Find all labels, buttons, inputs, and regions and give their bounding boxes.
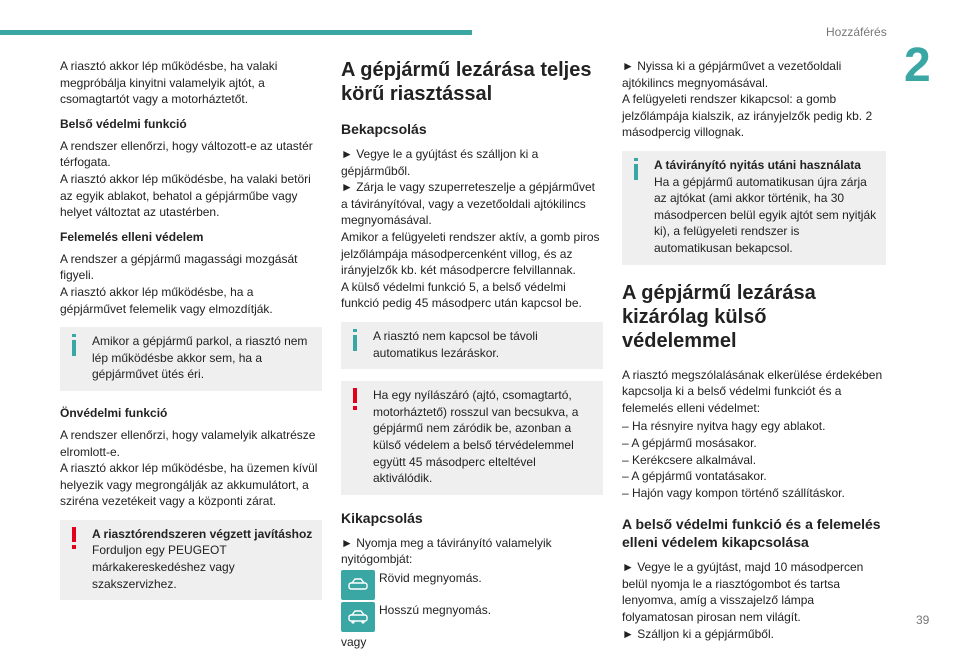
- step: ► Nyissa ki a gépjárművet a vezetőoldali ajtókilincs megnyomásával. A felügyeleti rendszer kikapcsol: a gomb jelzőlámpája kialszik, az irányjelzők pedig kb. 2 másodpercig villognak.: [622, 59, 873, 140]
- or-text: vagy: [341, 634, 367, 649]
- column-2: [341, 58, 603, 656]
- list-item: – Kerékcsere alkalmával.: [622, 452, 757, 467]
- unlock-key-icon: [341, 570, 375, 600]
- info-box: [341, 322, 603, 369]
- section-heading: A gépjármű lezárása teljes körű riasztással: [341, 59, 592, 105]
- info-icon: [347, 328, 363, 352]
- heading-deactivation: Kikapcsolás: [341, 509, 423, 526]
- step: ► Vegye le a gyújtást és szálljon ki a gépjárműből. ► Zárja le vagy szuperreteszelje a gépjárművet a távirányítóval, vagy a vezetőoldali ajtókilincs megnyomásával. Amikor a felügyeleti rendszer aktív, a gomb piros jelzőlámpája másodpercenként villog, és az irányjelzők kb. két másodpercre felvillannak. A külső védelmi funkció 5, a belső védelmi funkció pedig 45 másodperc után kapcsol be.: [341, 147, 600, 311]
- warning-box: [60, 520, 322, 600]
- list-item: – Ha résnyire nyitva hagy egy ablakot.: [622, 419, 826, 434]
- header-accent-bar: [0, 30, 472, 35]
- step: ► Nyomja meg a távirányító valamelyik nyitógombját:: [341, 535, 552, 567]
- info-icon: [628, 157, 644, 181]
- list: [622, 418, 886, 501]
- info-box: [60, 327, 322, 391]
- heading-deactivate-inner: A belső védelmi funkció és a felemelés elleni védelem kikapcsolása: [622, 516, 881, 551]
- chapter-number: 2: [904, 39, 931, 92]
- info-title: A távirányító nyitás utáni használata: [654, 157, 861, 172]
- info-box: [622, 151, 886, 265]
- key-row-long: [341, 602, 603, 632]
- paragraph: A riasztó akkor lép működésbe, ha valaki megpróbálja kinyitni valamelyik ajtót, a csomagtartót vagy a motorháztetőt.: [60, 59, 278, 107]
- list-item: – Hajón vagy kompon történő szállításkor.: [622, 485, 845, 500]
- warning-box: [341, 381, 603, 495]
- warning-title: A riasztórendszeren végzett javításhoz: [92, 526, 313, 541]
- paragraph: A rendszer a gépjármű magassági mozgását figyeli. A riasztó akkor lép működésbe, ha a gépjárművet felemelik vagy elmozdítják.: [60, 251, 298, 316]
- section-title: Hozzáférés: [826, 25, 887, 39]
- step: ► Vegye le a gyújtást, majd 10 másodpercen belül nyomja le a riasztógombot és tartsa lenyomva, amíg a visszajelző lámpa folyamatosan pirosan nem világít. ► Szálljon ki a gépjárműből.: [622, 560, 864, 641]
- warning-icon: [347, 387, 363, 411]
- heading-lift-protection: Felemelés elleni védelem: [60, 229, 204, 244]
- key-press-short-label: Rövid megnyomás.: [379, 570, 482, 585]
- page-number: 39: [916, 613, 930, 627]
- warning-icon: [66, 526, 82, 550]
- column-1: [60, 58, 322, 612]
- section-heading: A gépjármű lezárása kizárólag külső védelemmel: [622, 281, 816, 352]
- list-item: – A gépjármű mosásakor.: [622, 435, 757, 450]
- key-press-long-label: Hosszú megnyomás.: [379, 602, 492, 617]
- list-item: – A gépjármű vontatásakor.: [622, 469, 767, 484]
- heading-inner-protection: Belső védelmi funkció: [60, 116, 187, 131]
- info-text: Amikor a gépjármű parkol, a riasztó nem lép működésbe akkor sem, ha a gépjárművet ütés éri.: [92, 334, 308, 382]
- paragraph: A riasztó megszólalásának elkerülése érdekében kapcsolja ki a belső védelmi funkciót és a felemelés elleni védelmet:: [622, 367, 883, 415]
- warning-text: Forduljon egy PEUGEOT márkakereskedéshez vagy szakszervizhez.: [92, 543, 235, 591]
- key-row-short: [341, 570, 603, 600]
- car-key-icon: [341, 602, 375, 632]
- info-icon: [66, 333, 82, 357]
- warning-text: Ha egy nyílászáró (ajtó, csomagtartó, motorháztető) rosszul van becsukva, a gépjármű nem záródik be, azonban a külső védelem a belső térvédelemmel együtt 45 másodperc elteltével aktiválódik.: [373, 388, 579, 486]
- heading-activation: Bekapcsolás: [341, 121, 427, 137]
- info-text: Ha a gépjármű automatikusan újra zárja az ajtókat (ami akkor történik, ha 30 másodpercen belül egyik ajtót sem nyitják ki), a felügyeleti rendszer is automatikusan bekapcsol.: [654, 174, 877, 255]
- heading-self-protection: Önvédelmi funkció: [60, 405, 168, 420]
- paragraph: A rendszer ellenőrzi, hogy változott-e az utastér térfogata. A riasztó akkor lép működésbe, ha valaki betöri az egyik ablakot, behatol a gépjárműbe vagy helyet változtat az utastérben.: [60, 138, 313, 220]
- paragraph: A rendszer ellenőrzi, hogy valamelyik alkatrésze elromlott-e. A riasztó akkor lép működésbe, ha üzemen kívül helyezik vagy megrongálják az akkumulátort, a sziréna vezetékeit vagy a központi zárat.: [60, 427, 318, 509]
- column-3: [622, 58, 886, 648]
- info-text: A riasztó nem kapcsol be távoli automatikus lezáráskor.: [373, 328, 538, 360]
